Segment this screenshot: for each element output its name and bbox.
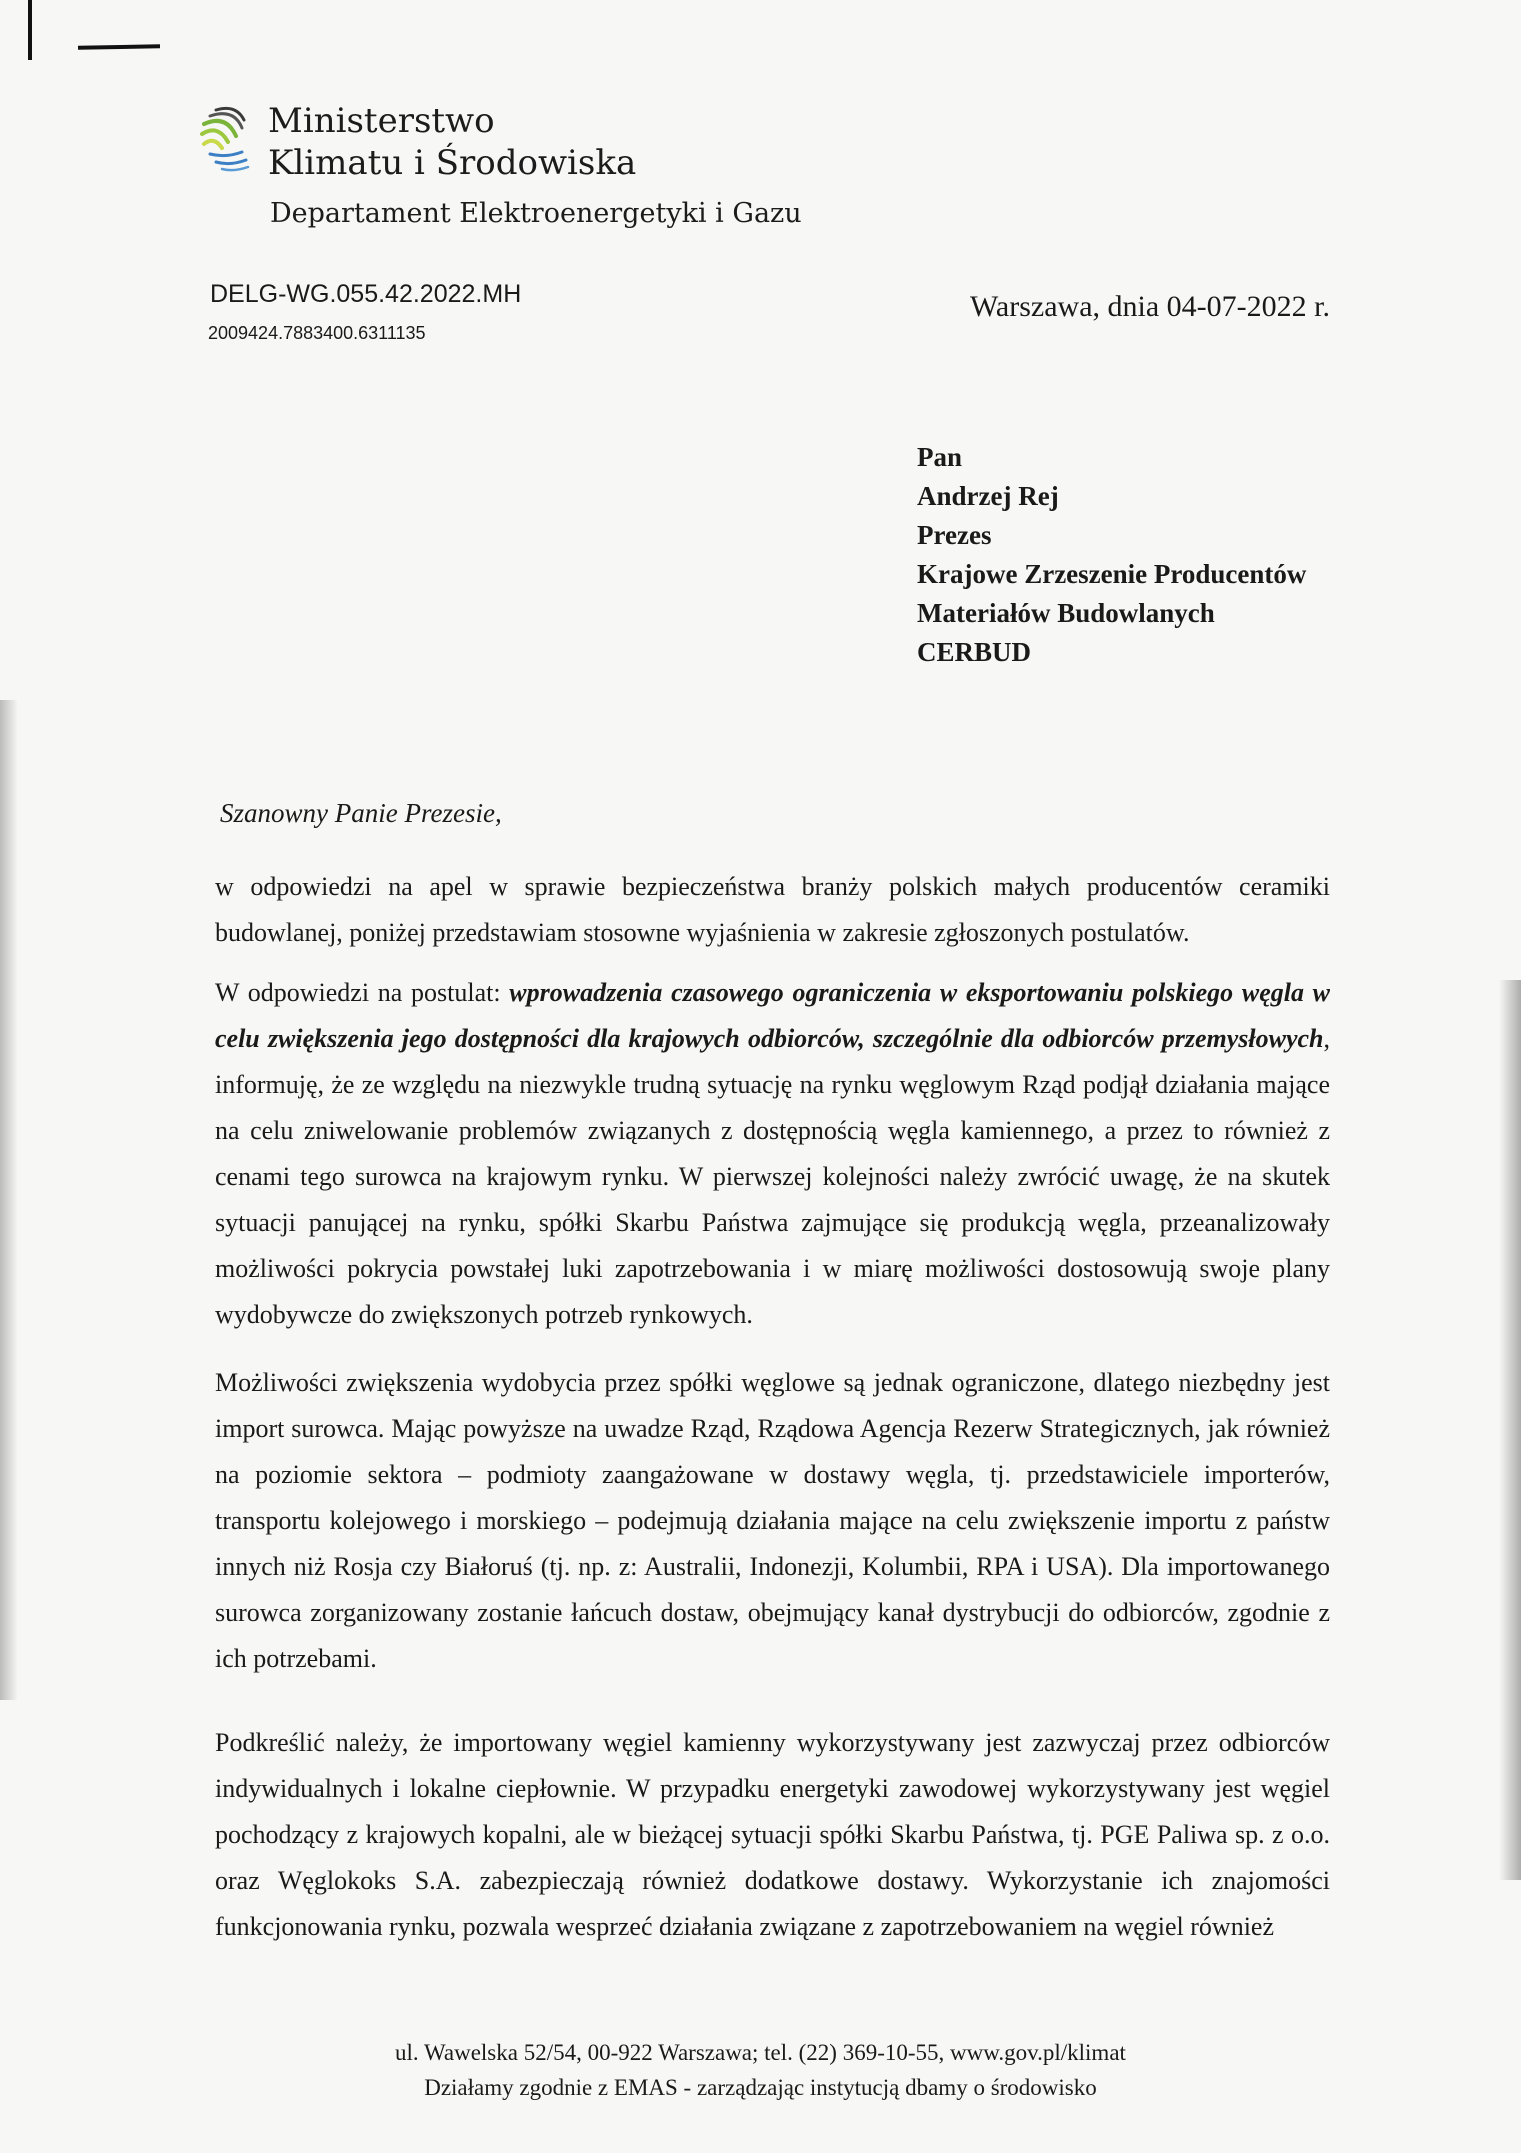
scan-pen-mark <box>78 44 160 49</box>
recipient-line: Materiałów Budowlanych <box>917 598 1215 628</box>
recipient-line: Krajowe Zrzeszenie Producentów <box>917 559 1307 589</box>
ministry-logo-icon <box>196 102 252 172</box>
ministry-name-line1: Ministerstwo <box>268 101 495 141</box>
letter-date: Warszawa, dnia 04-07-2022 r. <box>970 290 1330 323</box>
recipient-line: Andrzej Rej <box>917 481 1059 511</box>
recipient-line: Prezes <box>917 520 992 550</box>
paragraph-4: Podkreślić należy, że importowany węgiel kamienny wykorzystywany jest zazwyczaj przez odbiorców indywidualnych i lokalne ciepłownie. W przypadku energetyki zawodowej wykorzystywany jest węgiel pochodzący z krajowych kopalni, ale w bieżącej sytuacji spółki Skarbu Państwa, tj. PGE Paliwa sp. z o.o. oraz Węglokoks S.A. zabezpieczają również dodatkowe dostawy. Wykorzystanie ich znajomości funkcjonowania rynku, pozwala wesprzeć działania związane z zapotrzebowaniem na węgiel również <box>215 1728 1330 1941</box>
paragraph-2 <box>215 970 1330 1338</box>
paragraph-3: Możliwości zwiększenia wydobycia przez spółki węglowe są jednak ograniczone, dlatego niezbędny jest import surowca. Mając powyższe na uwadze Rząd, Rządowa Agencja Rezerw Strategicznych, jak również na poziomie sektora – podmioty zaangażowane w dostawy węgla, tj. przedstawiciele importerów, transportu kolejowego i morskiego – podejmują działania mające na celu zwiększenie importu z państw innych niż Rosja czy Białoruś (tj. np. z: Australii, Indonezji, Kolumbii, RPA i USA). Dla importowanego surowca zorganizowany zostanie łańcuch dostaw, obejmujący kanał dystrybucji do odbiorców, zgodnie z ich potrzebami. <box>215 1368 1330 1673</box>
reference-number: 2009424.7883400.6311135 <box>208 323 426 343</box>
scan-shadow-left <box>0 700 18 1700</box>
paragraph-1: w odpowiedzi na apel w sprawie bezpieczeństwa branży polskich małych producentów ceramiki budowlanej, poniżej przedstawiam stosowne wyjaśnienia w zakresie zgłoszonych postulatów. <box>215 872 1330 947</box>
department-name: Departament Elektroenergetyki i Gazu <box>270 198 802 229</box>
paragraph-2-emphasis: wprowadzenia czasowego ograniczenia w eksportowaniu polskiego węgla w celu zwiększenia jego dostępności dla krajowych odbiorców, szczególnie dla odbiorców przemysłowych <box>215 978 1331 1053</box>
recipient-line: Pan <box>917 442 963 472</box>
reference-code: DELG-WG.055.42.2022.MH <box>210 280 522 308</box>
paragraph-2-rest: , informuję, że ze względu na niezwykle trudną sytuację na rynku węglowym Rząd podjął działania mające na celu zniwelowanie problemów związanych z dostępnością węgla kamiennego, a przez to również z cenami tego surowca na krajowym rynku. W pierwszej kolejności należy zwrócić uwagę, że na skutek sytuacji panującej na rynku, spółki Skarbu Państwa zajmujące się produkcją węgla, przeanalizowały możliwości pokrycia powstałej luki zapotrzebowania i w miarę możliwości dostosowują swoje plany wydobywcze do zwiększonych potrzeb rynkowych. <box>215 1024 1330 1329</box>
ministry-name-line2: Klimatu i Środowiska <box>268 143 637 183</box>
scan-shadow-right <box>1499 980 1521 1880</box>
footer-address: ul. Wawelska 52/54, 00-922 Warszawa; tel. (22) 369-10-55, www.gov.pl/klimat <box>395 2040 1126 2065</box>
scan-edge-mark <box>28 0 32 60</box>
paragraph-2-intro: W odpowiedzi na postulat: <box>215 978 510 1007</box>
recipient-address <box>917 438 1306 672</box>
ministry-name <box>268 100 636 184</box>
salutation: Szanowny Panie Prezesie, <box>220 798 502 828</box>
recipient-line: CERBUD <box>917 637 1032 667</box>
footer-emas: Działamy zgodnie z EMAS - zarządzając instytucją dbamy o środowisko <box>424 2075 1097 2100</box>
